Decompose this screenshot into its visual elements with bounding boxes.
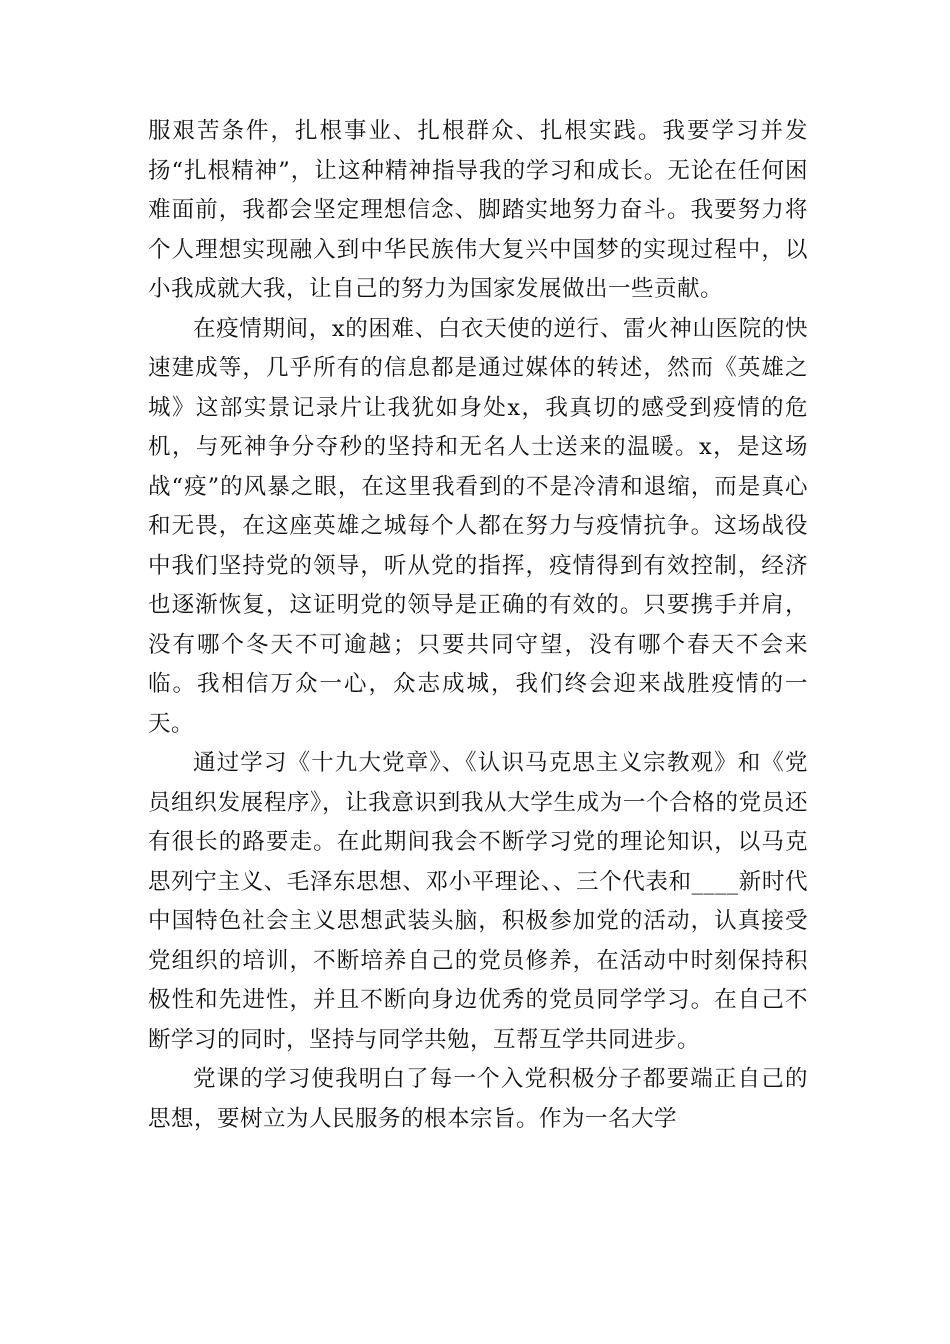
document-page — [148, 112, 808, 1139]
paragraph-4: 党课的学习使我明白了每一个入党积极分子都要端正自己的思想，要树立为人民服务的根本宗旨。作为一名大学 — [148, 1066, 808, 1132]
paragraph-3: 通过学习《十九大党章》、《认识马克思主义宗教观》和《党员组织发展程序》，让我意识到我从大学生成为一个合格的党员还有很长的路要走。在此期间我会不断学习党的理论知识，以马克思列宁主义、毛泽东思想、邓小平理论、、三个代表和____新时代中国特色社会主义思想武装头脑，积极参加党的活动，认真接受党组织的培训，不断培养自己的党员修养，在活动中时刻保持积极性和先进性，并且不断向身边优秀的党员同学学习。在自己不断学习的同时，坚持与同学共勉，互帮互学共同进步。 — [148, 750, 808, 1053]
paragraph-1: 服艰苦条件，扎根事业、扎根群众、扎根实践。我要学习并发扬“扎根精神”，让这种精神指导我的学习和成长。无论在任何困难面前，我都会坚定理想信念、脚踏实地努力奋斗。我要努力将个人理想实现融入到中华民族伟大复兴中国梦的实现过程中，以小我成就大我，让自己的努力为国家发展做出一些贡献。 — [148, 118, 808, 302]
paragraph-2: 在疫情期间，x的困难、白衣天使的逆行、雷火神山医院的快速建成等，几乎所有的信息都是通过媒体的转述，然而《英雄之城》这部实景记录片让我犹如身处x，我真切的感受到疫情的危机，与死神争分夺秒的坚持和无名人士送来的温暖。x，是这场战“疫”的风暴之眼，在这里我看到的不是冷清和退缩，而是真心和无畏，在这座英雄之城每个人都在努力与疫情抗争。这场战役中我们坚持党的领导，听从党的指挥，疫情得到有效控制，经济也逐渐恢复，这证明党的领导是正确的有效的。只要携手并肩，没有哪个冬天不可逾越；只要共同守望，没有哪个春天不会来临。我相信万众一心，众志成城，我们终会迎来战胜疫情的一天。 — [148, 315, 808, 737]
